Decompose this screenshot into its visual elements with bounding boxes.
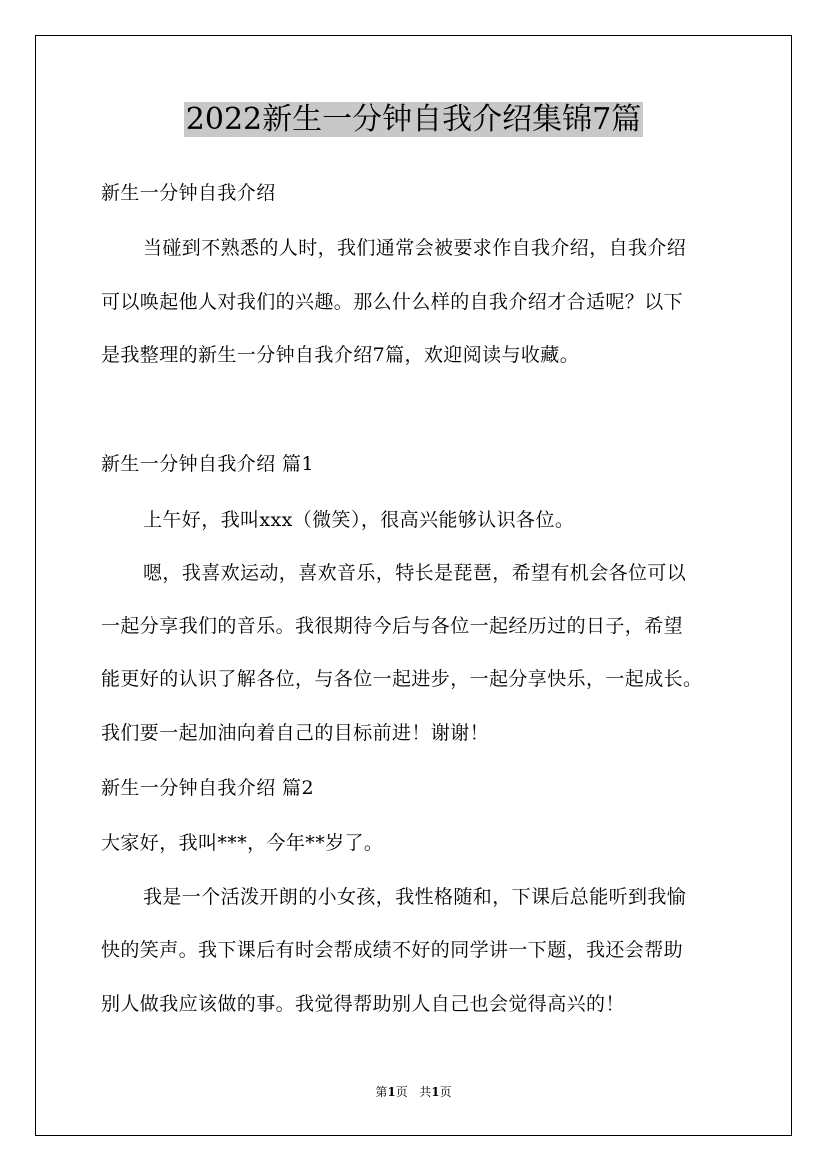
page-number: 1 (387, 1085, 396, 1099)
document-title-text: 2022新生一分钟自我介绍集锦7篇 (185, 102, 642, 137)
paragraph-line: 一起分享我们的音乐。我很期待今后与各位一起经历过的日子，希望 (101, 615, 684, 637)
section-heading-part-1: 新生一分钟自我介绍 篇1 (101, 453, 314, 475)
total-suffix: 页 (439, 1085, 452, 1099)
page-footer (0, 1084, 827, 1100)
paragraph-line: 我是一个活泼开朗的小女孩，我性格随和，下课后总能听到我愉 (143, 886, 687, 908)
paragraph-line: 能更好的认识了解各位，与各位一起进步，一起分享快乐，一起成长。 (101, 668, 703, 690)
paragraph-line: 快的笑声。我下课后有时会帮成绩不好的同学讲一下题，我还会帮助 (101, 939, 684, 961)
paragraph-line: 我们要一起加油向着自己的目标前进！谢谢！ (101, 722, 490, 744)
paragraph-line: 嗯，我喜欢运动，喜欢音乐，特长是琵琶，希望有机会各位可以 (143, 562, 687, 584)
paragraph-line: 上午好，我叫xxx（微笑），很高兴能够认识各位。 (143, 509, 575, 531)
section-heading-part-2: 新生一分钟自我介绍 篇2 (101, 777, 314, 799)
section-heading-intro: 新生一分钟自我介绍 (101, 182, 276, 204)
total-prefix: 共 (419, 1085, 432, 1099)
paragraph-line: 别人做我应该做的事。我觉得帮助别人自己也会觉得高兴的！ (101, 993, 625, 1015)
page-suffix: 页 (395, 1085, 408, 1099)
total-pages: 1 (431, 1085, 440, 1099)
page-prefix: 第 (375, 1085, 388, 1099)
document-title (0, 98, 827, 142)
paragraph-line: 是我整理的新生一分钟自我介绍7篇，欢迎阅读与收藏。 (101, 344, 580, 366)
paragraph-line: 可以唤起他人对我们的兴趣。那么什么样的自我介绍才合适呢？以下 (101, 291, 684, 313)
paragraph-line: 大家好，我叫***，今年**岁了。 (101, 832, 384, 854)
paragraph-line: 当碰到不熟悉的人时，我们通常会被要求作自我介绍，自我介绍 (143, 237, 687, 259)
